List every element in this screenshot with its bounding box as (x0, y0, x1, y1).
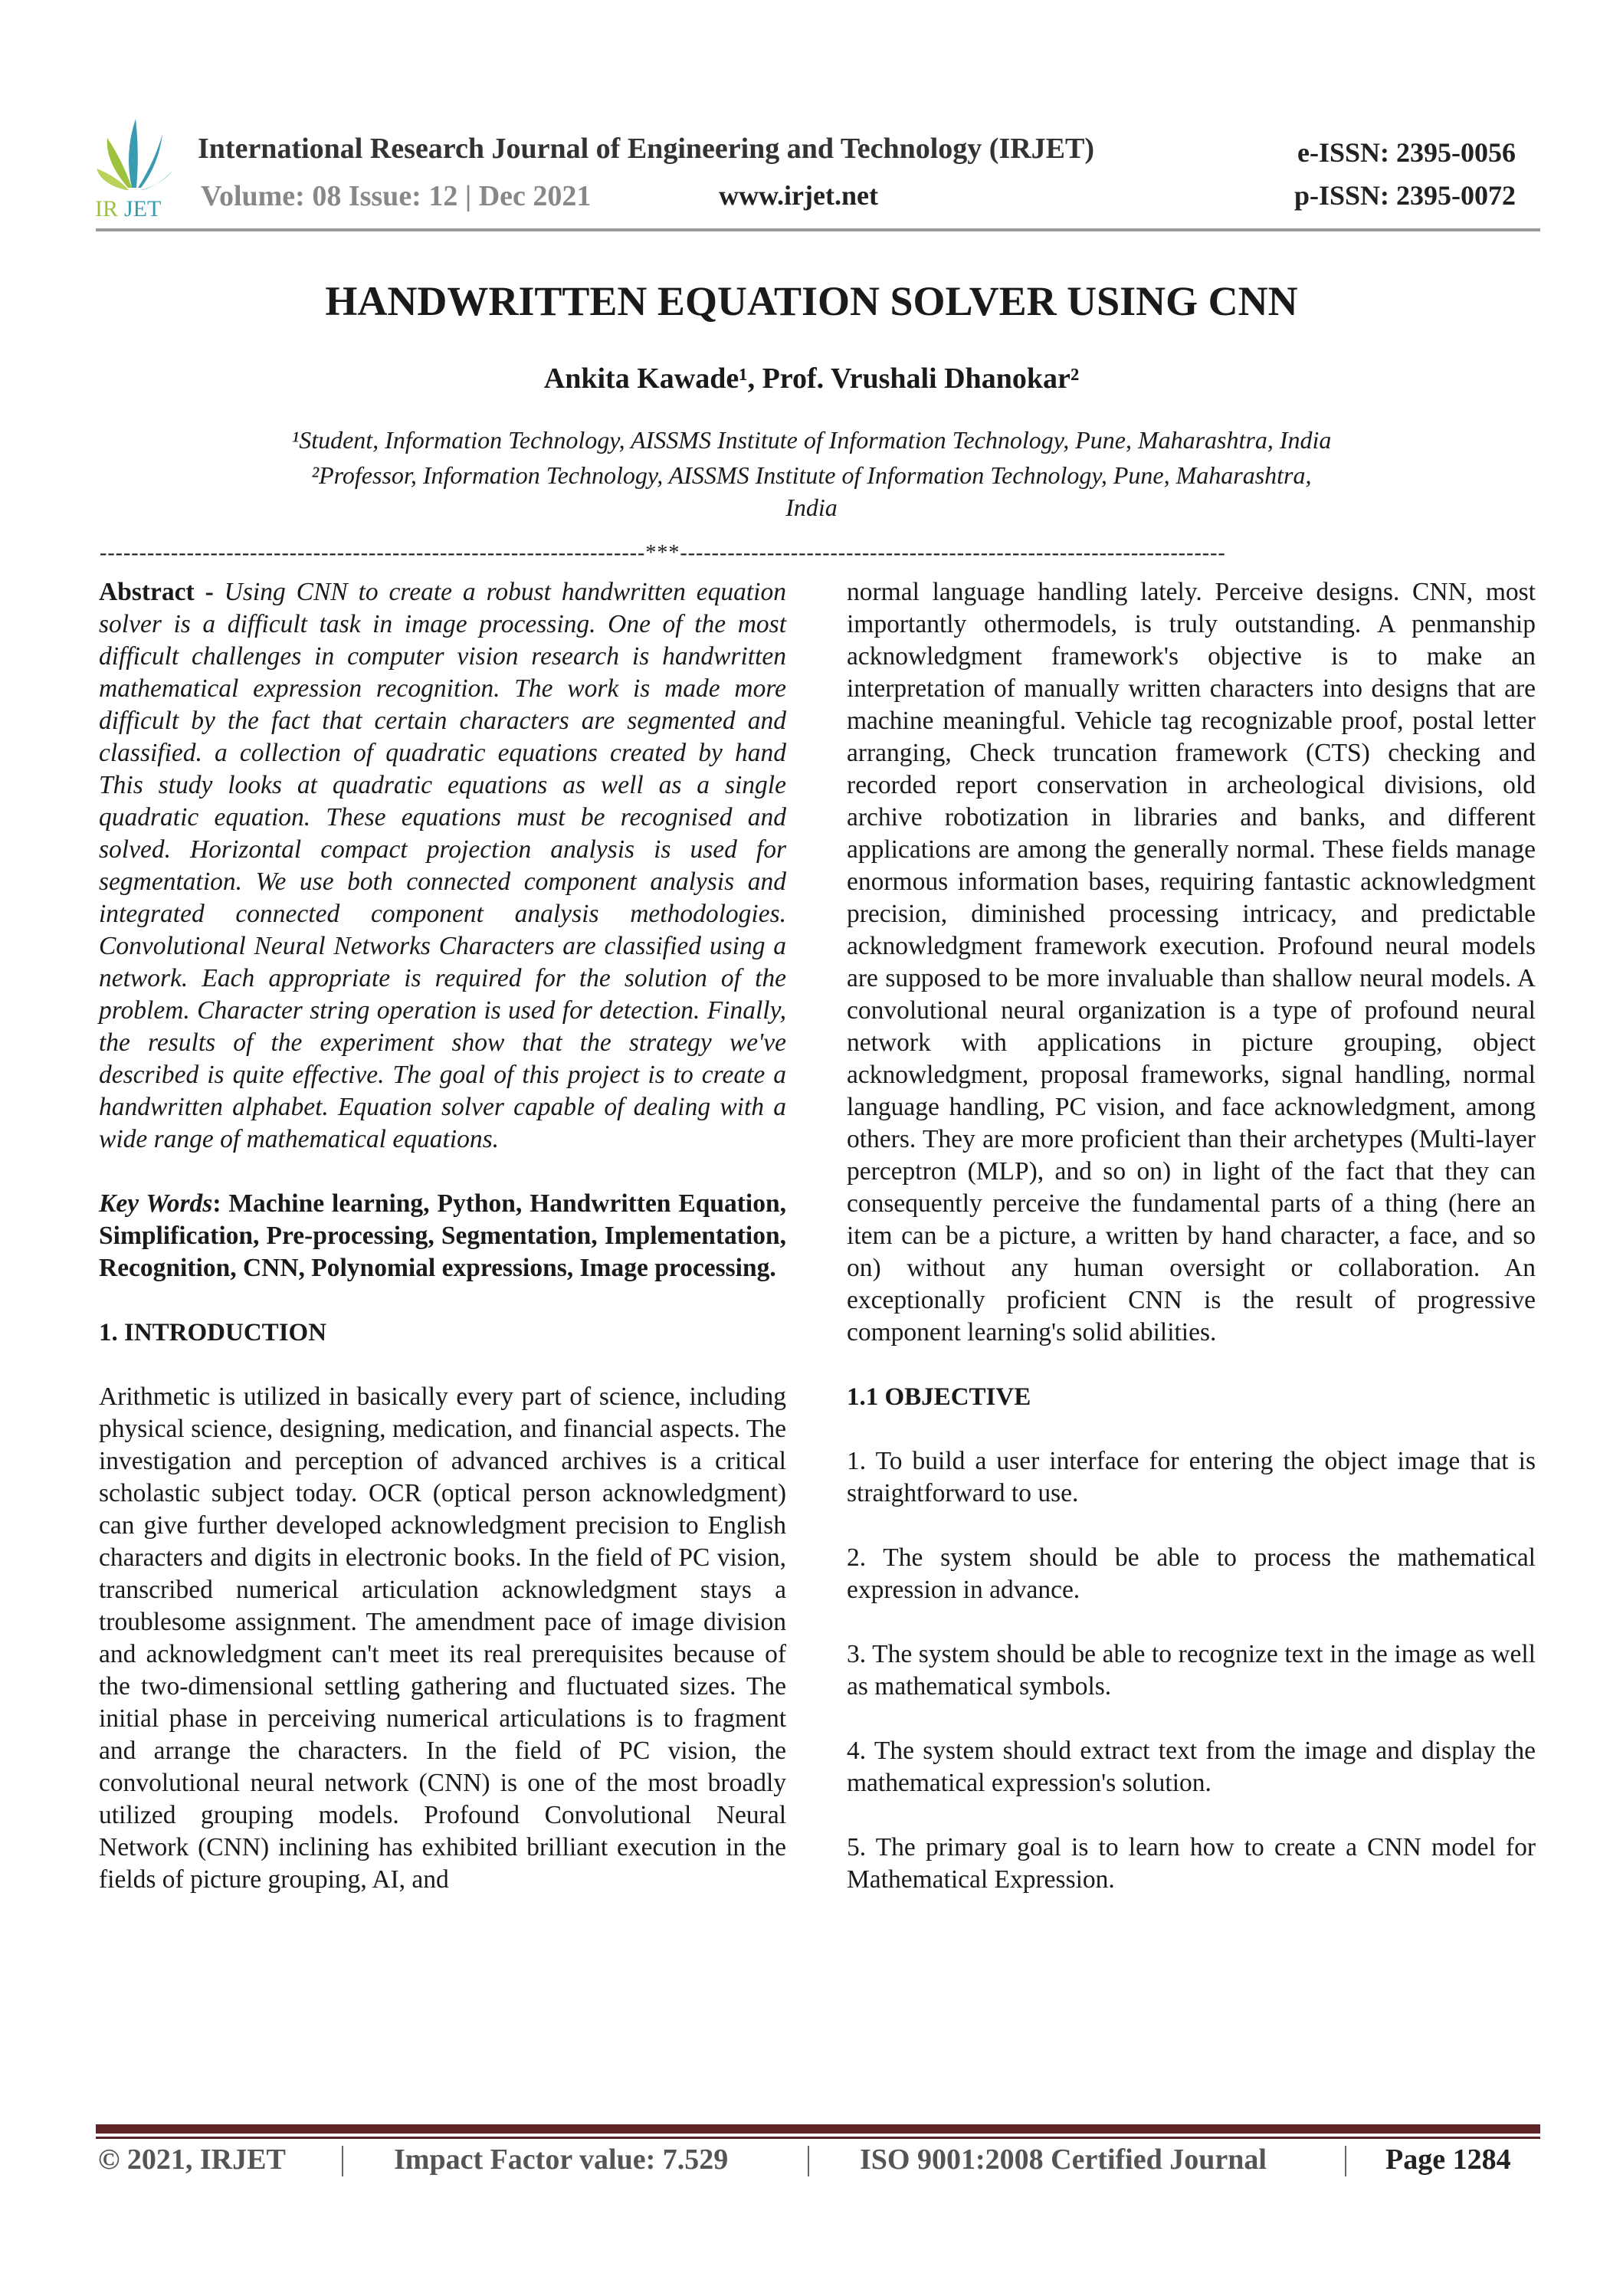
footer-impact-factor: Impact Factor value: 7.529 (394, 2143, 729, 2176)
objective-item: 3. The system should be able to recognize text in the image as well as mathematical symbols. (847, 1640, 1536, 1701)
svg-text:IR: IR (95, 196, 118, 221)
intro-text: Arithmetic is utilized in basically every part of science, including physical science, designing, medication, and financial aspects. The investigation and perception of advanced archives is a critical scholastic subject today. OCR (optical person acknowledgment) can give further developed acknowledgment precision to English characters and digits in electronic books. In the field of PC vision, transcribed numerical articulation acknowledgment stays a troublesome assignment. The amendment pace of image division and acknowledgment can't meet its real prerequisites because of the two-dimensional settling gathering and fluctuated sizes. The initial phase in perceiving numerical articulations is to fragment and arrange the characters. In the field of PC vision, the convolutional neural network (CNN) is one of the most broadly utilized grouping models. Profound Convolutional Neural Network (CNN) inclining has exhibited brilliant execution in the fields of picture grouping, AI, and (99, 1383, 786, 1894)
e-issn: e-ISSN: 2395-0056 (1297, 137, 1516, 168)
journal-website: www.irjet.net (719, 180, 878, 211)
left-column (99, 576, 786, 1896)
separator: ---------------------------------------------------------------------***--------------------------------------------------------------------- (100, 541, 1226, 565)
objective-item: 2. The system should be able to process the mathematical expression in advance. (847, 1543, 1536, 1604)
p-issn: p-ISSN: 2395-0072 (1293, 180, 1516, 211)
affiliation-1: ¹Student, Information Technology, AISSMS Institute of Information Technology, Pune, Maharashtra, India (291, 426, 1332, 454)
irjet-logo (93, 115, 178, 222)
authors: Ankita Kawade¹, Prof. Vrushali Dhanokar² (543, 362, 1080, 395)
affiliation-2-cont: India (785, 494, 838, 521)
footer-bar (96, 2124, 1540, 2134)
keywords-text: : Machine learning, Python, Handwritten Equation, Simplification, Pre-processing, Segmentation, Implementation, Recognition, CNN, Polynomial expressions, Image processing. (99, 1189, 786, 1282)
abstract (99, 576, 786, 1156)
footer-bar-thin (96, 2137, 1540, 2139)
keywords (99, 1188, 786, 1284)
abstract-label: Abstract - (99, 578, 225, 606)
header-divider (96, 228, 1540, 231)
paper-title: HANDWRITTEN EQUATION SOLVER USING CNN (325, 278, 1298, 324)
objective-item: 5. The primary goal is to learn how to create a CNN model for Mathematical Expression. (847, 1833, 1536, 1894)
intro-continued: normal language handling lately. Perceive designs. CNN, most importantly othermodels, is truly outstanding. A penmanship acknowledgment framework's objective is to make an interpretation of manually written characters into designs that are machine meaningful. Vehicle tag recognizable proof, postal letter arranging, Check truncation framework (CTS) checking and recorded report conservation in archeological divisions, old archive robotization in libraries and banks, and different applications are among the generally normal. These fields manage enormous information bases, requiring fantastic acknowledgment precision, diminished processing intricacy, and predictable acknowledgment framework execution. Profound neural models are supposed to be more invaluable than shallow neural models. A convolutional neural organization is a type of profound neural network with applications in picture grouping, object acknowledgment, proposal frameworks, signal handling, normal language handling, PC vision, and face acknowledgment, among others. They are more proficient than their archetypes (Multi-layer perceptron (MLP), and so on) in light of the fact that they can consequently perceive the fundamental parts of a thing (here an item can be a picture, a written by hand character, a face, and so on) without any human oversight or collaboration. An exceptionally proficient CNN is the result of progressive component learning's solid abilities. (847, 578, 1536, 1346)
objective-item: 4. The system should extract text from the image and display the mathematical expression's solution. (847, 1737, 1536, 1797)
svg-text:JET: JET (124, 196, 162, 221)
right-column (847, 576, 1536, 1928)
footer-separator (808, 2146, 809, 2176)
volume-issue: Volume: 08 Issue: 12 | Dec 2021 (201, 180, 592, 212)
footer-page-number: Page 1284 (1385, 2143, 1511, 2176)
objective-item: 1. To build a user interface for entering the object image that is straightforward to use. (847, 1447, 1536, 1507)
abstract-text: Using CNN to create a robust handwritten equation solver is a difficult task in image processing. One of the most difficult challenges in computer vision research is handwritten mathematical expression recognition. The work is made more difficult by the fact that certain characters are segmented and classified. a collection of quadratic equations created by hand This study looks at quadratic equations as well as a single quadratic equation. These equations must be recognised and solved. Horizontal compact projection analysis is used for segmentation. We use both connected component analysis and integrated connected component analysis methodologies. Convolutional Neural Networks Characters are classified using a network. Each appropriate is required for the solution of the problem. Character string operation is used for detection. Finally, the results of the experiment show that the strategy we've described is quite effective. The goal of this project is to create a handwritten alphabet. Equation solver capable of dealing with a wide range of mathematical equations. (99, 578, 786, 1153)
affiliation-2: ²Professor, Information Technology, AISSMS Institute of Information Technology, Pune, Maharashtra, (311, 461, 1312, 489)
footer-copyright: © 2021, IRJET (98, 2143, 286, 2176)
footer-separator (1345, 2146, 1346, 2176)
footer-iso: ISO 9001:2008 Certified Journal (860, 2143, 1267, 2176)
keywords-label: Key Words (99, 1189, 213, 1218)
journal-title: International Research Journal of Engineering and Technology (IRJET) (198, 133, 1095, 165)
objective-heading: 1.1 OBJECTIVE (847, 1383, 1031, 1411)
footer-separator (342, 2146, 343, 2176)
intro-heading: 1. INTRODUCTION (99, 1319, 327, 1346)
